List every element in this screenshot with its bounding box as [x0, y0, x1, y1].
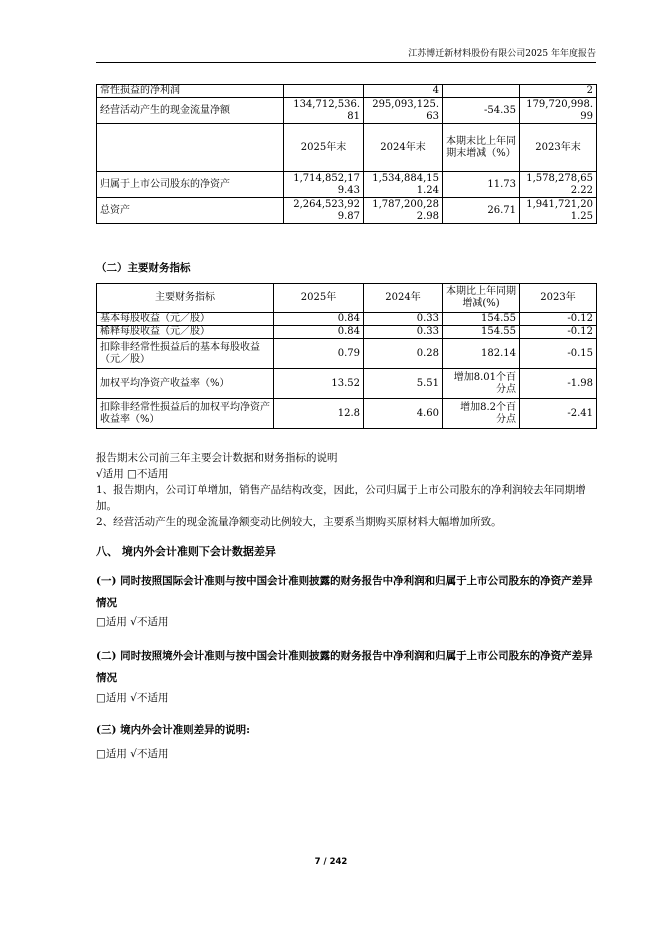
cell-2023: -0.12 [520, 313, 597, 326]
cell-2023: -0.12 [520, 326, 597, 339]
accounting-data-table [96, 84, 597, 224]
table-row [97, 85, 597, 98]
table-row [97, 326, 597, 339]
row-label: 经营活动产生的现金流量净额 [97, 98, 284, 124]
cell-2023: 1,941,721,201.25 [520, 198, 597, 224]
section-title-financial-indicators: （二）主要财务指标 [96, 262, 191, 274]
cell-change: 182.14 [443, 339, 520, 369]
note-paragraph-2: 2、经营活动产生的现金流量净额变动比例较大，主要系当期购买原材料大幅增加所致。 [96, 516, 502, 528]
subsection-1-check: □适用 √不适用 [96, 616, 169, 628]
notes-applicable: √适用 □不适用 [96, 468, 169, 480]
cell-2024: 4 [364, 85, 443, 98]
page-number: 7 / 242 [314, 857, 348, 867]
subsection-3-check: □适用 √不适用 [96, 748, 169, 760]
cell-2025 [284, 85, 364, 98]
cell-2025: 0.79 [274, 339, 364, 369]
header-2023: 2023年末 [520, 124, 597, 172]
row-label: 常性损益的净利润 [97, 85, 284, 98]
cell-2023: 179,720,998.99 [520, 98, 597, 124]
subsection-title-1: (一) 同时按照国际会计准则与按中国会计准则披露的财务报告中净利润和归属于上市公司股东的净资产差异情况 [96, 575, 593, 609]
cell-change: 11.73 [443, 172, 520, 198]
cell-2023: -1.98 [520, 369, 597, 399]
cell-2024: 0.33 [364, 313, 443, 326]
cell-2025: 1,714,852,179.43 [284, 172, 364, 198]
header-label: 主要财务指标 [97, 284, 274, 313]
subsection-2-check: □适用 √不适用 [96, 692, 169, 704]
header-change: 本期比上年同期增减(%) [443, 284, 520, 313]
cell-2025: 0.84 [274, 326, 364, 339]
table-row [97, 369, 597, 399]
table-header-row [97, 124, 597, 172]
row-label: 扣除非经常性损益后的加权平均净资产收益率（%） [97, 399, 274, 429]
row-label: 归属于上市公司股东的净资产 [97, 172, 284, 198]
cell-2024: 0.33 [364, 326, 443, 339]
cell-2024: 0.28 [364, 339, 443, 369]
cell-2023: 1,578,278,652.22 [520, 172, 597, 198]
header-2025: 2025年末 [284, 124, 364, 172]
table-row [97, 98, 597, 124]
cell-2023: 2 [520, 85, 597, 98]
table-header-row [97, 284, 597, 313]
cell-change: 154.55 [443, 313, 520, 326]
cell-change: 154.55 [443, 326, 520, 339]
cell-2024: 1,787,200,282.98 [364, 198, 443, 224]
cell-change: -54.35 [443, 98, 520, 124]
row-label: 加权平均净资产收益率（%） [97, 369, 274, 399]
row-label: 稀释每股收益（元／股） [97, 326, 274, 339]
cell-2024: 295,093,125.63 [364, 98, 443, 124]
cell-2025: 13.52 [274, 369, 364, 399]
header-2025: 2025年 [274, 284, 364, 313]
cell-2023: -2.41 [520, 399, 597, 429]
cell-2024: 1,534,884,151.24 [364, 172, 443, 198]
cell-2024: 5.51 [364, 369, 443, 399]
financial-indicators-table [96, 283, 597, 429]
cell-2025: 0.84 [274, 313, 364, 326]
header-change: 本期末比上年同期末增减（%） [443, 124, 520, 172]
cell-2024: 4.60 [364, 399, 443, 429]
row-label: 总资产 [97, 198, 284, 224]
cell-change: 增加8.01个百分点 [443, 369, 520, 399]
table-row [97, 339, 597, 369]
header-label [97, 124, 284, 172]
table-row [97, 172, 597, 198]
row-label: 扣除非经常性损益后的基本每股收益（元／股） [97, 339, 274, 369]
cell-2025: 134,712,536.81 [284, 98, 364, 124]
subsection-title-3: (三) 境内外会计准则差异的说明: [96, 724, 250, 736]
table-row [97, 399, 597, 429]
cell-change: 26.71 [443, 198, 520, 224]
table-row [97, 313, 597, 326]
cell-change: 增加8.2个百分点 [443, 399, 520, 429]
cell-2025: 2,264,523,929.87 [284, 198, 364, 224]
note-paragraph-1: 1、报告期内，公司订单增加，销售产品结构改变，因此，公司归属于上市公司股东的净利润较去年同期增加。 [96, 484, 586, 512]
row-label: 基本每股收益（元／股） [97, 313, 274, 326]
header-divider [96, 62, 596, 63]
header-2024: 2024年末 [364, 124, 443, 172]
section-title-accounting-standards: 八、 境内外会计准则下会计数据差异 [96, 545, 276, 558]
cell-change [443, 85, 520, 98]
table-row [97, 198, 597, 224]
header-2024: 2024年 [364, 284, 443, 313]
cell-2023: -0.15 [520, 339, 597, 369]
header-2023: 2023年 [520, 284, 597, 313]
notes-intro: 报告期末公司前三年主要会计数据和财务指标的说明 [96, 452, 338, 464]
page-header: 江苏博迁新材料股份有限公司2025 年年度报告 [408, 49, 596, 59]
cell-2025: 12.8 [274, 399, 364, 429]
subsection-title-2: (二) 同时按照境外会计准则与按中国会计准则披露的财务报告中净利润和归属于上市公司股东的净资产差异情况 [96, 650, 593, 684]
